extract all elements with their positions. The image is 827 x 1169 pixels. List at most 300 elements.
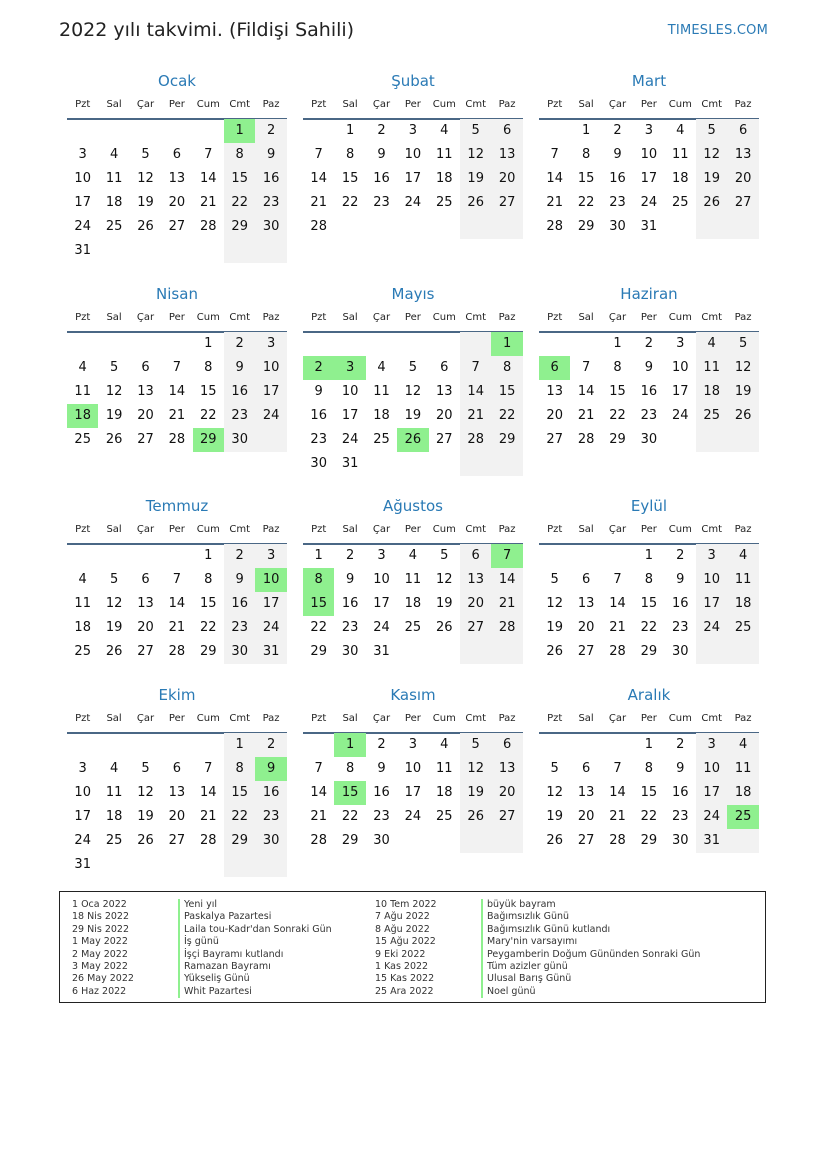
day-cell: 5 xyxy=(408,360,418,375)
day-cell: 25 xyxy=(727,616,758,640)
weekday-label: Çar xyxy=(372,713,391,724)
day-cell: 19 xyxy=(137,809,154,824)
day-cell: 2 xyxy=(224,544,255,568)
holiday-row xyxy=(72,924,422,936)
day-cell: 23 xyxy=(373,195,390,210)
day-cell: 22 xyxy=(200,620,217,635)
day-cell: 17 xyxy=(672,384,689,399)
day-cell: 4 xyxy=(377,360,386,375)
weekday-label: Sal xyxy=(342,524,358,535)
day-cell: 28 xyxy=(609,644,626,659)
day-cell: 22 xyxy=(341,195,359,210)
weekday-label: Pzt xyxy=(311,99,327,110)
day-cell: 2 xyxy=(676,737,685,752)
day-cell: 16 xyxy=(373,785,390,800)
day-cell: 26 xyxy=(696,191,727,215)
day-cell: 8 xyxy=(204,360,213,375)
empty-weekend-cell xyxy=(491,829,522,853)
day-cell: 7 xyxy=(460,356,491,380)
day-cell: 1 xyxy=(345,123,355,138)
day-cell: 10 xyxy=(640,147,658,162)
day-cell: 21 xyxy=(168,620,186,635)
month-name: Ağustos xyxy=(383,497,443,515)
day-cell: 1 xyxy=(581,123,591,138)
weekday-label: Çar xyxy=(136,524,155,535)
day-cell: 16 xyxy=(373,171,390,186)
weekday-label: Sal xyxy=(578,524,594,535)
day-cell: 18 xyxy=(436,171,453,186)
day-cell: 13 xyxy=(577,596,595,611)
day-cell: 22 xyxy=(310,620,327,635)
day-cell: 13 xyxy=(491,143,522,167)
day-cell: 9 xyxy=(613,147,622,162)
day-cell: 18 xyxy=(696,380,727,404)
day-cell: 4 xyxy=(676,123,685,138)
month-name: Mart xyxy=(631,72,667,90)
day-cell: 12 xyxy=(105,384,123,399)
day-cell: 29 xyxy=(224,215,255,239)
holiday-date: 29 Nis 2022 xyxy=(72,923,129,935)
day-cell: 2 xyxy=(644,336,654,351)
day-cell: 22 xyxy=(200,408,217,423)
weekday-label: Cum xyxy=(432,713,456,724)
day-cell: 17 xyxy=(255,592,286,616)
weekday-label: Pzt xyxy=(311,713,327,724)
day-cell: 22 xyxy=(224,805,255,829)
day-cell: 12 xyxy=(727,356,758,380)
day-cell: 11 xyxy=(727,757,758,781)
day-cell: 24 xyxy=(74,833,91,848)
day-cell: 1 xyxy=(224,119,255,143)
day-cell: 28 xyxy=(200,833,217,848)
day-cell: 29 xyxy=(224,829,255,853)
day-cell: 29 xyxy=(609,432,626,447)
holiday-date: 15 Kas 2022 xyxy=(375,973,435,985)
day-cell: 6 xyxy=(581,761,591,776)
day-cell: 8 xyxy=(345,147,355,162)
holiday-name: Ulusal Barış Günü xyxy=(481,973,571,985)
day-cell: 7 xyxy=(314,761,323,776)
day-cell: 31 xyxy=(640,219,658,234)
day-cell: 11 xyxy=(74,596,91,611)
weekday-label: Cum xyxy=(196,524,220,535)
day-cell: 30 xyxy=(672,644,689,659)
weekday-label: Cum xyxy=(668,713,692,724)
day-cell: 10 xyxy=(255,356,286,380)
day-cell: 18 xyxy=(67,404,98,428)
day-cell: 7 xyxy=(314,147,323,162)
day-cell: 25 xyxy=(373,432,390,447)
day-cell: 26 xyxy=(105,432,123,447)
day-cell: 21 xyxy=(577,408,595,423)
weekday-label: Cum xyxy=(432,312,456,323)
day-cell: 17 xyxy=(640,171,658,186)
day-cell: 23 xyxy=(640,408,658,423)
day-cell: 15 xyxy=(577,171,595,186)
empty-weekend-cell xyxy=(255,853,286,877)
holiday-date: 8 Ağu 2022 xyxy=(375,923,430,935)
day-cell: 30 xyxy=(341,644,359,659)
day-cell: 11 xyxy=(436,147,453,162)
day-cell: 5 xyxy=(460,733,491,757)
day-cell: 27 xyxy=(168,219,186,234)
day-cell: 19 xyxy=(696,167,727,191)
holiday-name: Whit Pazartesi xyxy=(178,986,252,998)
day-cell: 2 xyxy=(377,737,386,752)
weekday-label: Paz xyxy=(498,713,516,724)
day-cell: 23 xyxy=(341,620,359,635)
day-cell: 31 xyxy=(255,640,286,664)
day-cell: 24 xyxy=(696,616,727,640)
weekday-label: Sal xyxy=(106,524,122,535)
weekday-label: Per xyxy=(404,99,421,110)
day-cell: 5 xyxy=(109,360,119,375)
day-cell: 20 xyxy=(727,167,758,191)
day-cell: 17 xyxy=(696,781,727,805)
weekday-label: Per xyxy=(640,312,657,323)
month-name: Şubat xyxy=(391,72,435,90)
holiday-name: Paskalya Pazartesi xyxy=(178,911,271,923)
day-cell: 4 xyxy=(78,572,87,587)
day-cell: 4 xyxy=(78,360,87,375)
day-cell: 11 xyxy=(672,147,689,162)
holiday-date: 25 Ara 2022 xyxy=(375,985,434,997)
day-cell: 1 xyxy=(224,733,255,757)
empty-weekend-cell xyxy=(460,215,491,239)
day-cell: 25 xyxy=(436,809,453,824)
holiday-date: 10 Tem 2022 xyxy=(375,899,437,910)
day-cell: 16 xyxy=(255,167,286,191)
day-cell: 8 xyxy=(224,143,255,167)
day-cell: 5 xyxy=(141,147,150,162)
day-cell: 28 xyxy=(491,616,522,640)
empty-weekend-cell xyxy=(224,239,255,263)
day-cell: 28 xyxy=(168,432,186,447)
weekday-header xyxy=(67,713,287,734)
day-cell: 1 xyxy=(644,737,654,752)
day-cell: 11 xyxy=(105,785,123,800)
day-cell: 19 xyxy=(460,167,491,191)
day-cell: 12 xyxy=(546,596,563,611)
day-cell: 10 xyxy=(404,147,422,162)
day-cell: 20 xyxy=(137,408,154,423)
day-cell: 31 xyxy=(696,829,727,853)
weekday-label: Sal xyxy=(578,713,594,724)
weekday-label: Cum xyxy=(668,524,692,535)
weekday-label: Paz xyxy=(498,312,516,323)
day-cell: 31 xyxy=(74,243,91,258)
weekday-label: Per xyxy=(640,524,657,535)
day-cell: 26 xyxy=(546,644,563,659)
weekday-label: Cmt xyxy=(465,713,487,724)
weekday-label: Pzt xyxy=(311,524,327,535)
day-cell: 30 xyxy=(609,219,626,234)
holiday-list-right xyxy=(375,899,755,998)
weekday-label: Pzt xyxy=(75,713,91,724)
day-cell: 6 xyxy=(172,147,182,162)
weekday-label: Cmt xyxy=(229,99,251,110)
day-cell: 24 xyxy=(404,809,422,824)
day-cell: 15 xyxy=(609,384,626,399)
day-cell: 14 xyxy=(491,568,522,592)
day-cell: 19 xyxy=(105,408,123,423)
day-cell: 19 xyxy=(436,596,453,611)
weekday-header xyxy=(303,713,523,734)
day-cell: 3 xyxy=(408,123,418,138)
day-cell: 25 xyxy=(727,805,758,829)
weekday-label: Cmt xyxy=(229,312,251,323)
day-cell: 29 xyxy=(341,833,359,848)
day-cell: 19 xyxy=(546,809,563,824)
day-cell: 3 xyxy=(78,761,87,776)
weekday-label: Sal xyxy=(106,99,122,110)
day-cell: 24 xyxy=(74,219,91,234)
day-cell: 17 xyxy=(74,195,91,210)
weekday-label: Paz xyxy=(262,312,280,323)
day-cell: 7 xyxy=(204,761,213,776)
day-cell: 10 xyxy=(404,761,422,776)
weekday-label: Çar xyxy=(136,713,155,724)
weekday-label: Per xyxy=(404,713,421,724)
day-cell: 12 xyxy=(137,785,154,800)
day-cell: 10 xyxy=(74,785,91,800)
day-cell: 11 xyxy=(696,356,727,380)
holiday-row xyxy=(375,924,755,936)
day-cell: 28 xyxy=(460,428,491,452)
holiday-list-left xyxy=(72,899,422,998)
weekday-label: Cmt xyxy=(229,713,251,724)
day-cell: 20 xyxy=(137,620,154,635)
day-cell: 21 xyxy=(200,195,217,210)
weekday-label: Pzt xyxy=(75,312,91,323)
day-cell: 8 xyxy=(581,147,591,162)
day-cell: 16 xyxy=(224,592,255,616)
weekday-label: Sal xyxy=(106,713,122,724)
day-cell: 19 xyxy=(460,781,491,805)
day-cell: 15 xyxy=(224,167,255,191)
month-name: Temmuz xyxy=(145,497,209,515)
day-cell: 26 xyxy=(436,620,453,635)
day-cell: 10 xyxy=(74,171,91,186)
weekday-label: Sal xyxy=(342,713,358,724)
empty-weekend-cell xyxy=(491,640,522,664)
weekday-label: Per xyxy=(640,713,657,724)
day-cell: 21 xyxy=(609,620,626,635)
holiday-name: Noel günü xyxy=(481,986,536,998)
day-cell: 1 xyxy=(334,733,365,757)
day-cell: 17 xyxy=(696,592,727,616)
site-link[interactable]: TIMESLES.COM xyxy=(667,23,768,38)
empty-weekend-cell xyxy=(696,428,727,452)
day-cell: 6 xyxy=(491,733,522,757)
weekday-label: Çar xyxy=(372,524,391,535)
day-cell: 25 xyxy=(672,195,689,210)
day-cell: 6 xyxy=(460,544,491,568)
day-cell: 8 xyxy=(224,757,255,781)
day-cell: 20 xyxy=(491,781,522,805)
weekday-header xyxy=(539,713,759,734)
weekday-header xyxy=(303,524,523,545)
holiday-date: 7 Ağu 2022 xyxy=(375,911,430,923)
weekday-label: Cmt xyxy=(465,312,487,323)
day-cell: 10 xyxy=(696,757,727,781)
month-name: Ocak xyxy=(158,72,196,90)
weekday-label: Cmt xyxy=(701,312,723,323)
holiday-name: Bağımsızlık Günü xyxy=(481,911,569,923)
holiday-date: 9 Eki 2022 xyxy=(375,948,426,960)
day-cell: 13 xyxy=(727,143,758,167)
day-cell: 29 xyxy=(310,644,327,659)
day-cell: 28 xyxy=(546,219,563,234)
day-cell: 5 xyxy=(460,119,491,143)
day-cell: 21 xyxy=(460,404,491,428)
holiday-row xyxy=(72,911,422,923)
weekday-label: Cum xyxy=(196,713,220,724)
weekday-label: Paz xyxy=(262,524,280,535)
day-cell: 16 xyxy=(341,596,359,611)
day-cell: 16 xyxy=(255,781,286,805)
day-cell: 5 xyxy=(550,761,559,776)
day-cell: 29 xyxy=(577,219,595,234)
holiday-name: Yeni yıl xyxy=(178,899,217,911)
day-cell: 24 xyxy=(255,404,286,428)
day-cell: 22 xyxy=(491,404,522,428)
day-cell: 25 xyxy=(404,620,422,635)
day-cell: 29 xyxy=(193,428,224,452)
day-cell: 15 xyxy=(491,380,522,404)
day-cell: 5 xyxy=(109,572,119,587)
month-name: Aralık xyxy=(627,686,671,704)
day-cell: 30 xyxy=(255,215,286,239)
weekday-label: Pzt xyxy=(75,99,91,110)
weekday-label: Cum xyxy=(432,99,456,110)
day-cell: 5 xyxy=(727,332,758,356)
day-cell: 27 xyxy=(491,805,522,829)
day-cell: 8 xyxy=(644,761,654,776)
day-cell: 23 xyxy=(672,620,689,635)
day-cell: 11 xyxy=(404,572,422,587)
weekday-header xyxy=(303,312,523,333)
day-cell: 3 xyxy=(334,356,365,380)
day-cell: 8 xyxy=(204,572,213,587)
weekday-label: Pzt xyxy=(547,713,563,724)
day-cell: 20 xyxy=(546,408,563,423)
day-cell: 7 xyxy=(613,761,622,776)
holiday-name: Bağımsızlık Günü kutlandı xyxy=(481,924,610,936)
holiday-date: 3 May 2022 xyxy=(72,960,128,972)
day-cell: 14 xyxy=(200,171,217,186)
holiday-row xyxy=(375,986,755,998)
day-cell: 15 xyxy=(224,781,255,805)
day-cell: 18 xyxy=(105,195,123,210)
day-cell: 14 xyxy=(310,785,327,800)
weekday-label: Per xyxy=(404,312,421,323)
month-name: Haziran xyxy=(620,285,678,303)
empty-weekend-cell xyxy=(727,640,758,664)
day-cell: 2 xyxy=(255,733,286,757)
empty-weekend-cell xyxy=(696,215,727,239)
empty-weekend-cell xyxy=(255,428,286,452)
day-cell: 11 xyxy=(727,568,758,592)
weekday-label: Per xyxy=(168,713,185,724)
day-cell: 5 xyxy=(440,548,449,563)
day-cell: 8 xyxy=(345,761,355,776)
day-cell: 13 xyxy=(577,785,595,800)
holiday-date: 6 Haz 2022 xyxy=(72,985,127,997)
day-cell: 9 xyxy=(255,757,286,781)
day-cell: 23 xyxy=(310,432,327,447)
weekday-header xyxy=(67,312,287,333)
weekday-label: Cmt xyxy=(465,99,487,110)
day-cell: 8 xyxy=(644,572,654,587)
day-cell: 7 xyxy=(581,360,591,375)
day-cell: 18 xyxy=(373,408,390,423)
day-cell: 4 xyxy=(440,737,449,752)
empty-weekend-cell xyxy=(224,853,255,877)
day-cell: 10 xyxy=(696,568,727,592)
day-cell: 2 xyxy=(676,548,685,563)
weekday-label: Çar xyxy=(608,312,627,323)
day-cell: 22 xyxy=(224,191,255,215)
empty-weekend-cell xyxy=(460,332,491,356)
day-cell: 13 xyxy=(168,171,186,186)
weekday-label: Paz xyxy=(498,99,516,110)
day-cell: 14 xyxy=(609,785,626,800)
holiday-row xyxy=(375,899,755,911)
holiday-date: 2 May 2022 xyxy=(72,948,128,960)
day-cell: 19 xyxy=(727,380,758,404)
day-cell: 23 xyxy=(373,809,390,824)
day-cell: 11 xyxy=(436,761,453,776)
holiday-row xyxy=(375,911,755,923)
weekday-label: Per xyxy=(168,99,185,110)
day-cell: 28 xyxy=(609,833,626,848)
weekday-label: Pzt xyxy=(311,312,327,323)
day-cell: 27 xyxy=(460,616,491,640)
holiday-date: 1 Kas 2022 xyxy=(375,960,429,972)
weekday-header xyxy=(539,524,759,545)
day-cell: 27 xyxy=(137,644,154,659)
day-cell: 6 xyxy=(491,119,522,143)
day-cell: 26 xyxy=(105,644,123,659)
day-cell: 16 xyxy=(672,785,689,800)
weekday-label: Çar xyxy=(372,99,391,110)
day-cell: 13 xyxy=(137,596,154,611)
weekday-label: Cmt xyxy=(701,524,723,535)
day-cell: 27 xyxy=(577,833,595,848)
day-cell: 24 xyxy=(404,195,422,210)
day-cell: 1 xyxy=(644,548,654,563)
day-cell: 29 xyxy=(640,833,658,848)
day-cell: 15 xyxy=(200,596,217,611)
day-cell: 24 xyxy=(255,616,286,640)
day-cell: 13 xyxy=(460,568,491,592)
empty-weekend-cell xyxy=(491,215,522,239)
day-cell: 30 xyxy=(224,428,255,452)
day-cell: 1 xyxy=(314,548,323,563)
day-cell: 14 xyxy=(310,171,327,186)
day-cell: 12 xyxy=(105,596,123,611)
day-cell: 17 xyxy=(255,380,286,404)
day-cell: 30 xyxy=(224,640,255,664)
weekday-header xyxy=(539,312,759,333)
day-cell: 27 xyxy=(168,833,186,848)
day-cell: 11 xyxy=(74,384,91,399)
day-cell: 23 xyxy=(255,191,286,215)
day-cell: 27 xyxy=(137,432,154,447)
day-cell: 11 xyxy=(105,171,123,186)
weekday-label: Pzt xyxy=(547,99,563,110)
